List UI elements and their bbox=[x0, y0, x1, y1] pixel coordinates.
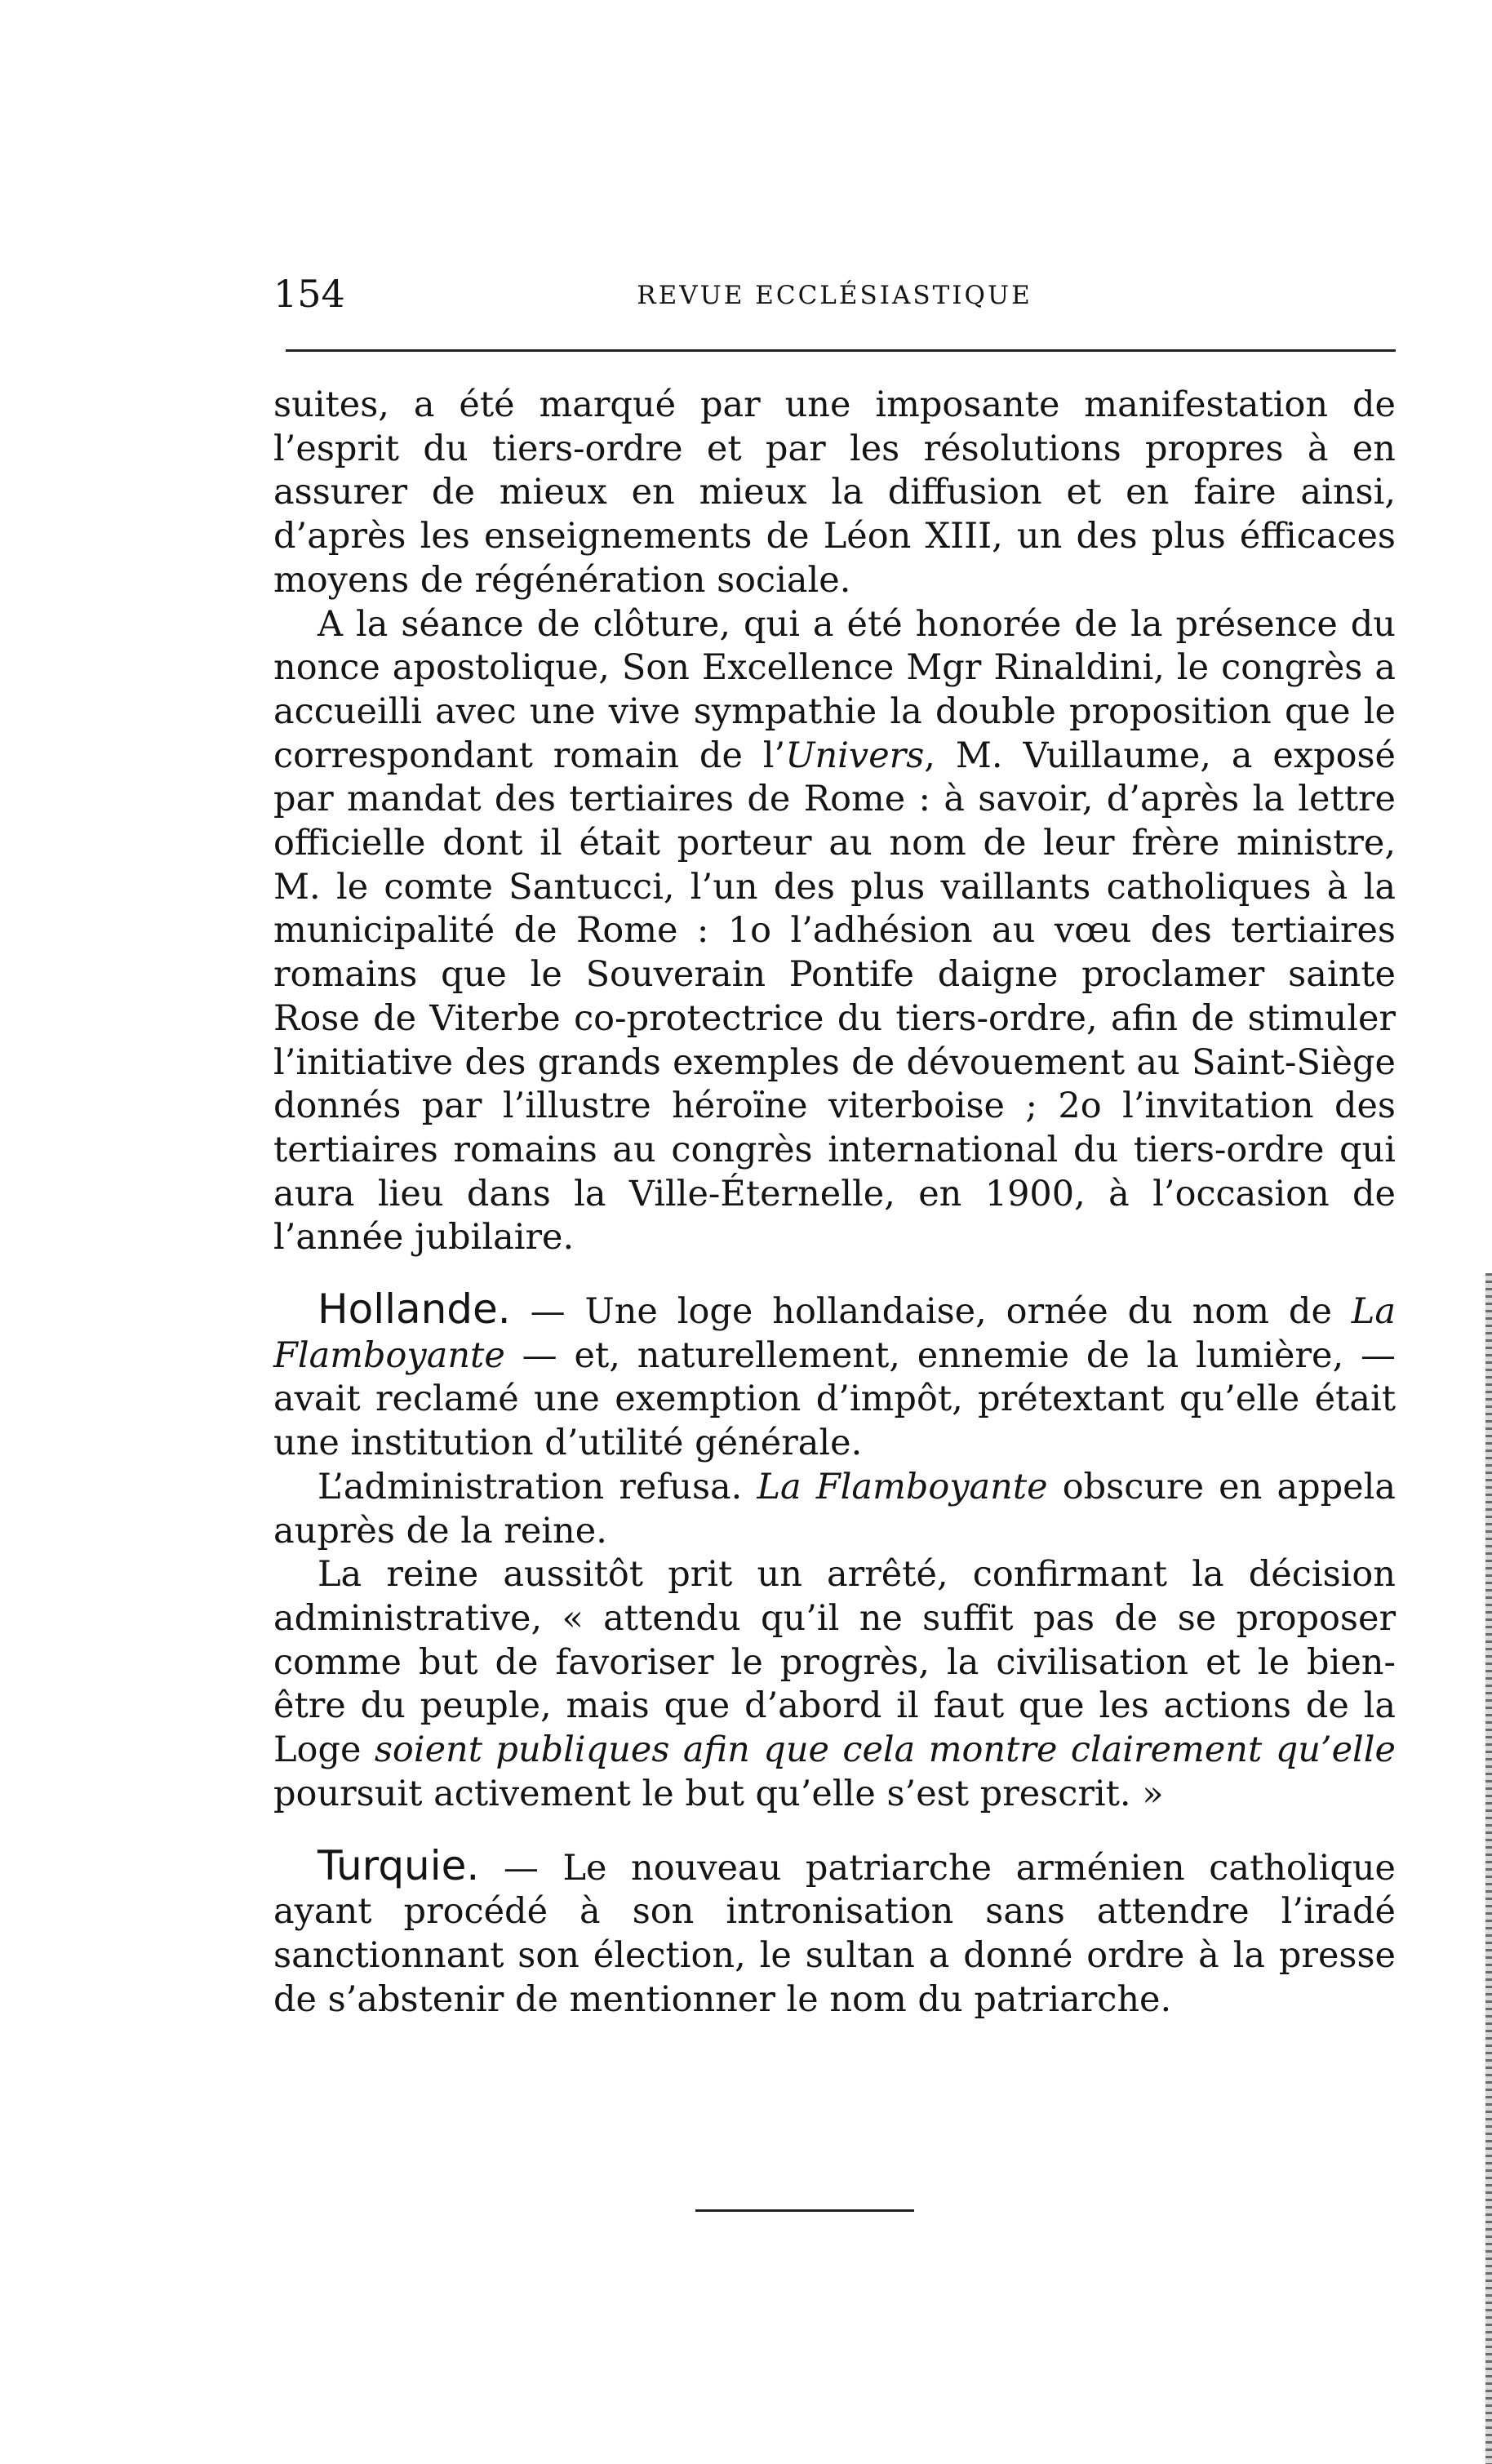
running-title: REVUE ECCLÉSIASTIQUE bbox=[637, 281, 1032, 310]
section-title-hollande: Hollande. bbox=[317, 1285, 511, 1334]
paragraph-text: poursuit activement le but qu’elle s’est prescrit. » bbox=[273, 1773, 1164, 1814]
paragraph-text: A la séance de clôture, qui a été honorée de la présence du nonce apostolique, Son Excellence Mgr Rinaldini, le congrès a accueilli avec une vive sympathie la double proposition que le correspondant romain de l’ bbox=[273, 603, 1396, 776]
continuation-paragraph bbox=[273, 384, 1396, 603]
paragraph-text: La reine aussitôt prit un arrêté, confirmant la décision administrative, « attendu qu’il ne suffit pas de se proposer comme but de favoriser le progrès, la civilisation et le bien-être du peuple, mais que d’abord il faut que les actions de la Loge bbox=[273, 1554, 1396, 1771]
paragraph-text: suites, a été marqué par une imposante manifestation de l’esprit du tiers-ordre et par les résolutions propres à en assurer de mieux en mieux la diffusion et en faire ainsi, d’après les enseignements de Léon XIII, un des plus éfficaces moyens de régénération sociale. bbox=[273, 384, 1396, 601]
paragraph-text: L’administration refusa. bbox=[317, 1466, 757, 1507]
page-body bbox=[273, 384, 1396, 2022]
section-title-turquie: Turquie. bbox=[317, 1841, 480, 1889]
page-number: 154 bbox=[273, 272, 345, 316]
running-head bbox=[273, 269, 1396, 318]
paragraph-text: obscure en appela auprès de la reine. bbox=[273, 1466, 1396, 1552]
italic-text: La Flamboyante bbox=[757, 1466, 1048, 1507]
end-rule bbox=[695, 2209, 914, 2212]
hollande-paragraph-2 bbox=[273, 1466, 1396, 1553]
paragraph-text: — Le nouveau patriarche arménien catholique ayant procédé à son intronisation sans attendre l’iradé sanctionnant son élection, le sultan a donné ordre à la presse de s’abstenir de mentionner le nom du patriarche. bbox=[273, 1847, 1396, 2020]
paragraph-text: , M. Vuillaume, a exposé par mandat des tertiaires de Rome : à savoir, d’après la lettre officielle dont il était porteur au nom de leur frère ministre, M. le comte Santucci, l’un des plus vaillants catholiques à la municipalité de Rome : 1o l’adhésion au vœu des tertiaires romains que le Souverain Pontife daigne proclamer sainte Rose de Viterbe co-protectrice du tiers-ordre, afin de stimuler l’initiative des grands exemples de dévouement au Saint-Siège donnés par l’illustre héroïne viterboise ; 2o l’invitation des tertiaires romains au congrès international du tiers-ordre qui aura lieu dans la Ville-Éternelle, en 1900, à l’occasion de l’année jubilaire. bbox=[273, 735, 1396, 1259]
paragraph-text: — et, naturellement, ennemie de la lumière, — avait reclamé une exemption d’impôt, prétextant qu’elle était une institution d’utilité générale. bbox=[273, 1334, 1396, 1464]
turquie-paragraph bbox=[273, 1841, 1396, 2022]
italic-text: soient publiques afin que cela montre clairement qu’elle bbox=[374, 1729, 1396, 1771]
closing-session-paragraph bbox=[273, 603, 1396, 1261]
hollande-paragraph-3 bbox=[273, 1553, 1396, 1816]
paragraph-text: — Une loge hollandaise, ornée du nom de bbox=[510, 1291, 1352, 1333]
italic-text: La Flamboyante bbox=[273, 1291, 1396, 1376]
hollande-paragraph-1 bbox=[273, 1285, 1396, 1466]
italic-text: Univers bbox=[785, 735, 925, 776]
binding-edge bbox=[1485, 1273, 1492, 2464]
header-rule bbox=[286, 349, 1396, 352]
